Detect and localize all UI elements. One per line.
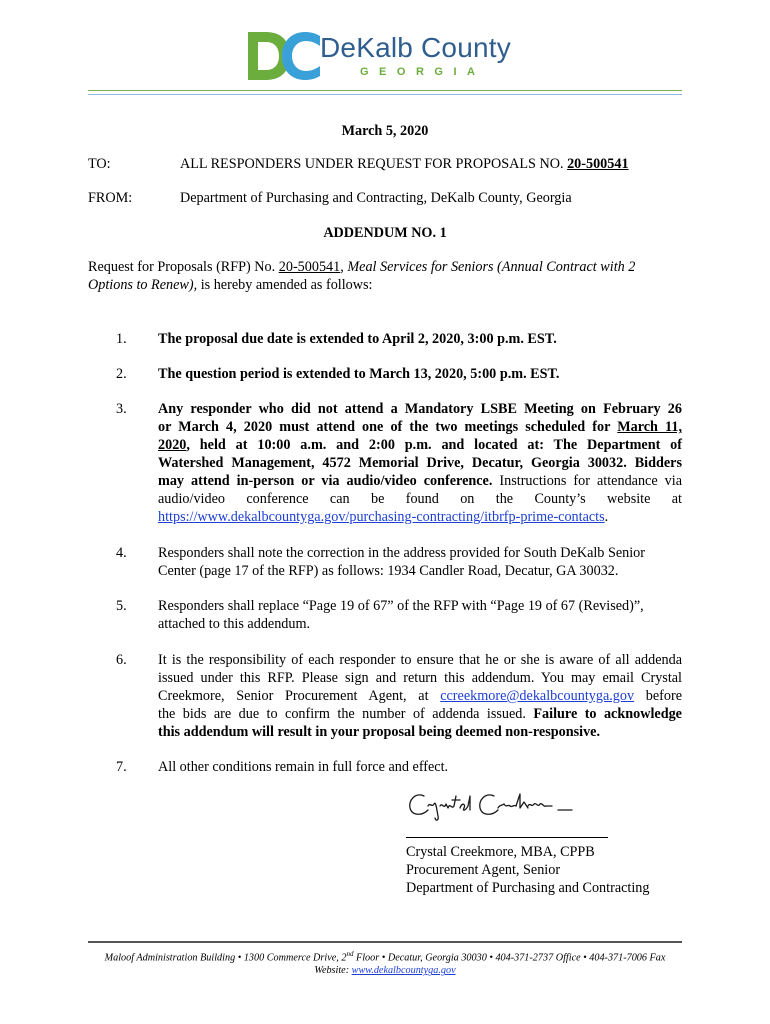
item-6-line-1: It is the responsibility of each responder to ensure that he or she is aware of all addenda [158, 652, 682, 668]
to-rfp-number: 20-500541 [567, 156, 629, 172]
footer-rule [88, 941, 682, 943]
item-2-number: 2. [116, 366, 127, 382]
item-6-line-5: this addendum will result in your proposal being deemed non-responsive. [158, 724, 601, 740]
item-1-number: 1. [116, 331, 127, 347]
signer-name: Crystal Creekmore, MBA, CPPB [406, 844, 595, 860]
footer-website-link[interactable]: www.dekalbcountyga.gov [351, 965, 456, 977]
item-6-line-3: Creekmore, Senior Procurement Agent, at ccreekmore@dekalbcountyga.gov before [158, 688, 682, 704]
item-3-line-5: may attend in-person or via audio/video conference. Instructions for attendance via [158, 473, 683, 489]
item-5-number: 5. [116, 598, 127, 614]
item-3-line-7: https://www.dekalbcountyga.gov/purchasing-contracting/itbrfp-prime-contacts. [158, 509, 609, 525]
header-rule-green [88, 90, 682, 91]
document-date: March 5, 2020 [341, 123, 429, 139]
intro-line-2: Options to Renew), is hereby amended as follows: [88, 277, 373, 293]
item-5-line-2: attached to this addendum. [158, 616, 311, 632]
item-3-number: 3. [116, 401, 127, 417]
item-7-number: 7. [116, 759, 127, 775]
signature-line [406, 837, 608, 838]
item-6-number: 6. [116, 652, 127, 668]
item-5-line-1: Responders shall replace “Page 19 of 67” of the RFP with “Page 19 of 67 (Revised)”, [158, 598, 644, 614]
item-4-line-1: Responders shall note the correction in the address provided for South DeKalb Senior [158, 545, 645, 561]
item-3-line-4: Watershed Management, 4572 Memorial Drive, Decatur, Georgia 30032. Bidders [158, 455, 682, 471]
from-label: FROM: [88, 190, 133, 206]
item-7-text: All other conditions remain in full force and effect. [158, 759, 449, 775]
item-3-line-3: 2020, held at 10:00 a.m. and 2:00 p.m. and located at: The Department of [158, 437, 682, 453]
from-value: Department of Purchasing and Contracting, DeKalb County, Georgia [180, 190, 572, 206]
item-6-line-2: issued under this RFP. Please sign and return this addendum. You may email Crystal [158, 670, 682, 686]
to-value: ALL RESPONDERS UNDER REQUEST FOR PROPOSALS NO. 20-500541 [180, 156, 629, 172]
handwritten-signature [402, 786, 582, 826]
county-name: DeKalb County [320, 32, 511, 63]
county-website-link[interactable]: https://www.dekalbcountyga.gov/purchasing-contracting/itbrfp-prime-contacts [158, 509, 605, 525]
addendum-title: ADDENDUM NO. 1 [323, 225, 447, 241]
item-3-line-1: Any responder who did not attend a Mandatory LSBE Meeting on February 26 [158, 401, 682, 417]
item-2-text: The question period is extended to March 13, 2020, 5:00 p.m. EST. [158, 366, 560, 382]
item-3-line-6: audio/video conference can be found on the County’s website at [158, 491, 682, 507]
footer-address: Maloof Administration Building • 1300 Commerce Drive, 2nd Floor • Decatur, Georgia 30030 • 404-371-2737 Office • 404-371-7006 Fax Website: www.dekalbcountyga.gov [104, 950, 666, 977]
state-name: GEORGIA [360, 66, 486, 78]
header-rule-blue [88, 94, 682, 95]
item-3-line-2: or March 4, 2020 must attend one of the two meetings scheduled for March 11, [158, 419, 683, 435]
signer-title: Procurement Agent, Senior [406, 862, 561, 878]
signer-department: Department of Purchasing and Contracting [406, 880, 650, 896]
item-4-number: 4. [116, 545, 127, 561]
to-label: TO: [88, 156, 111, 172]
item-1-text: The proposal due date is extended to April 2, 2020, 3:00 p.m. EST. [158, 331, 557, 347]
item-4-line-2: Center (page 17 of the RFP) as follows: 1934 Candler Road, Decatur, GA 30032. [158, 563, 619, 579]
intro-line-1: Request for Proposals (RFP) No. 20-500541, Meal Services for Seniors (Annual Contract with 2 [88, 259, 636, 275]
email-link[interactable]: ccreekmore@dekalbcountyga.gov [440, 688, 635, 704]
item-6-line-4: the bids are due to confirm the number of addenda issued. Failure to acknowledge [158, 706, 682, 722]
